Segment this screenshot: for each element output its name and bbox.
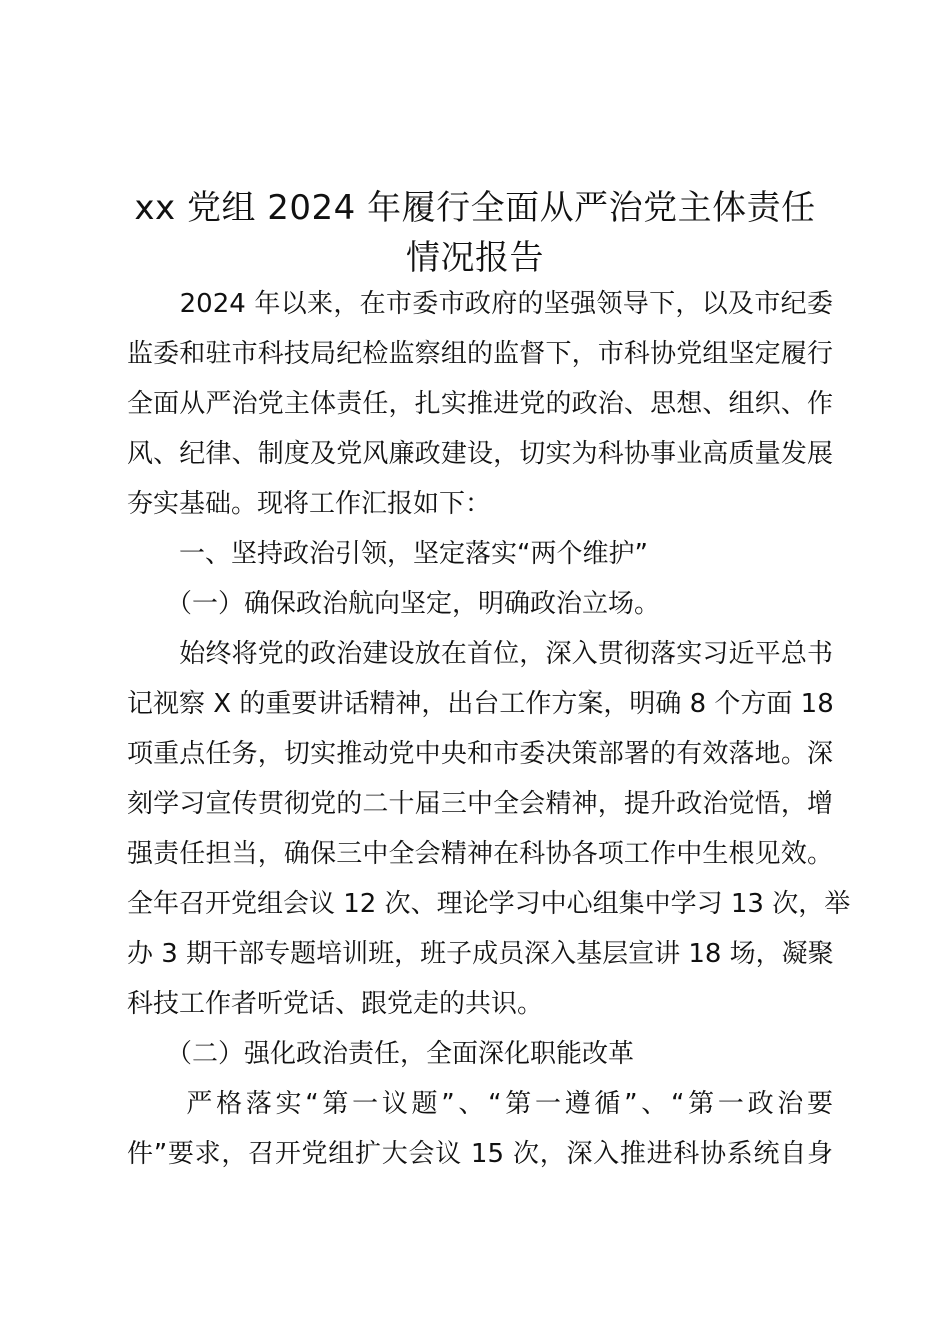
- body-text-line: 监委和驻市科技局纪检监察组的监督下，市科协党组坚定履行: [127, 339, 833, 369]
- body-text-line: 夯实基础。现将工作汇报如下：: [127, 489, 492, 519]
- section-heading: 一、坚持政治引领，坚定落实“两个维护”: [127, 539, 648, 569]
- subsection-heading: （二）强化政治责任，全面深化职能改革: [127, 1039, 635, 1069]
- body-text-line: 全面从严治党主体责任，扎实推进党的政治、思想、组织、作: [127, 389, 833, 419]
- body-text-line: 严格落实“第一议题”、“第一遵循”、“第一政治要: [127, 1089, 833, 1119]
- report-title-line-2: 情况报告: [406, 238, 544, 278]
- body-text-line: 始终将党的政治建设放在首位，深入贯彻落实习近平总书: [127, 639, 833, 669]
- body-text-line: 刻学习宣传贯彻党的二十届三中全会精神，提升政治觉悟，增: [127, 789, 833, 819]
- body-text-line: 记视察 X 的重要讲话精神，出台工作方案，明确 8 个方面 18: [127, 689, 834, 719]
- body-text-line: 强责任担当，确保三中全会精神在科协各项工作中生根见效。: [127, 839, 833, 869]
- body-text-line: 办 3 期干部专题培训班，班子成员深入基层宣讲 18 场，凝聚: [127, 939, 834, 969]
- body-text-line: 项重点任务，切实推动党中央和市委决策部署的有效落地。深: [127, 739, 833, 769]
- report-title-line-1: xx 党组 2024 年履行全面从严治党主体责任: [134, 188, 816, 228]
- body-text-line: 2024 年以来，在市委市政府的坚强领导下，以及市纪委: [127, 289, 833, 319]
- body-text-line: 科技工作者听党话、跟党走的共识。: [127, 989, 544, 1019]
- body-text-line: 风、纪律、制度及党风廉政建设，切实为科协事业高质量发展: [127, 439, 833, 469]
- body-text-line: 全年召开党组会议 12 次、理论学习中心组集中学习 13 次，举: [127, 889, 851, 919]
- subsection-heading: （一）确保政治航向坚定，明确政治立场。: [127, 589, 661, 619]
- body-text-line: 件”要求，召开党组扩大会议 15 次，深入推进科协系统自身: [127, 1139, 833, 1169]
